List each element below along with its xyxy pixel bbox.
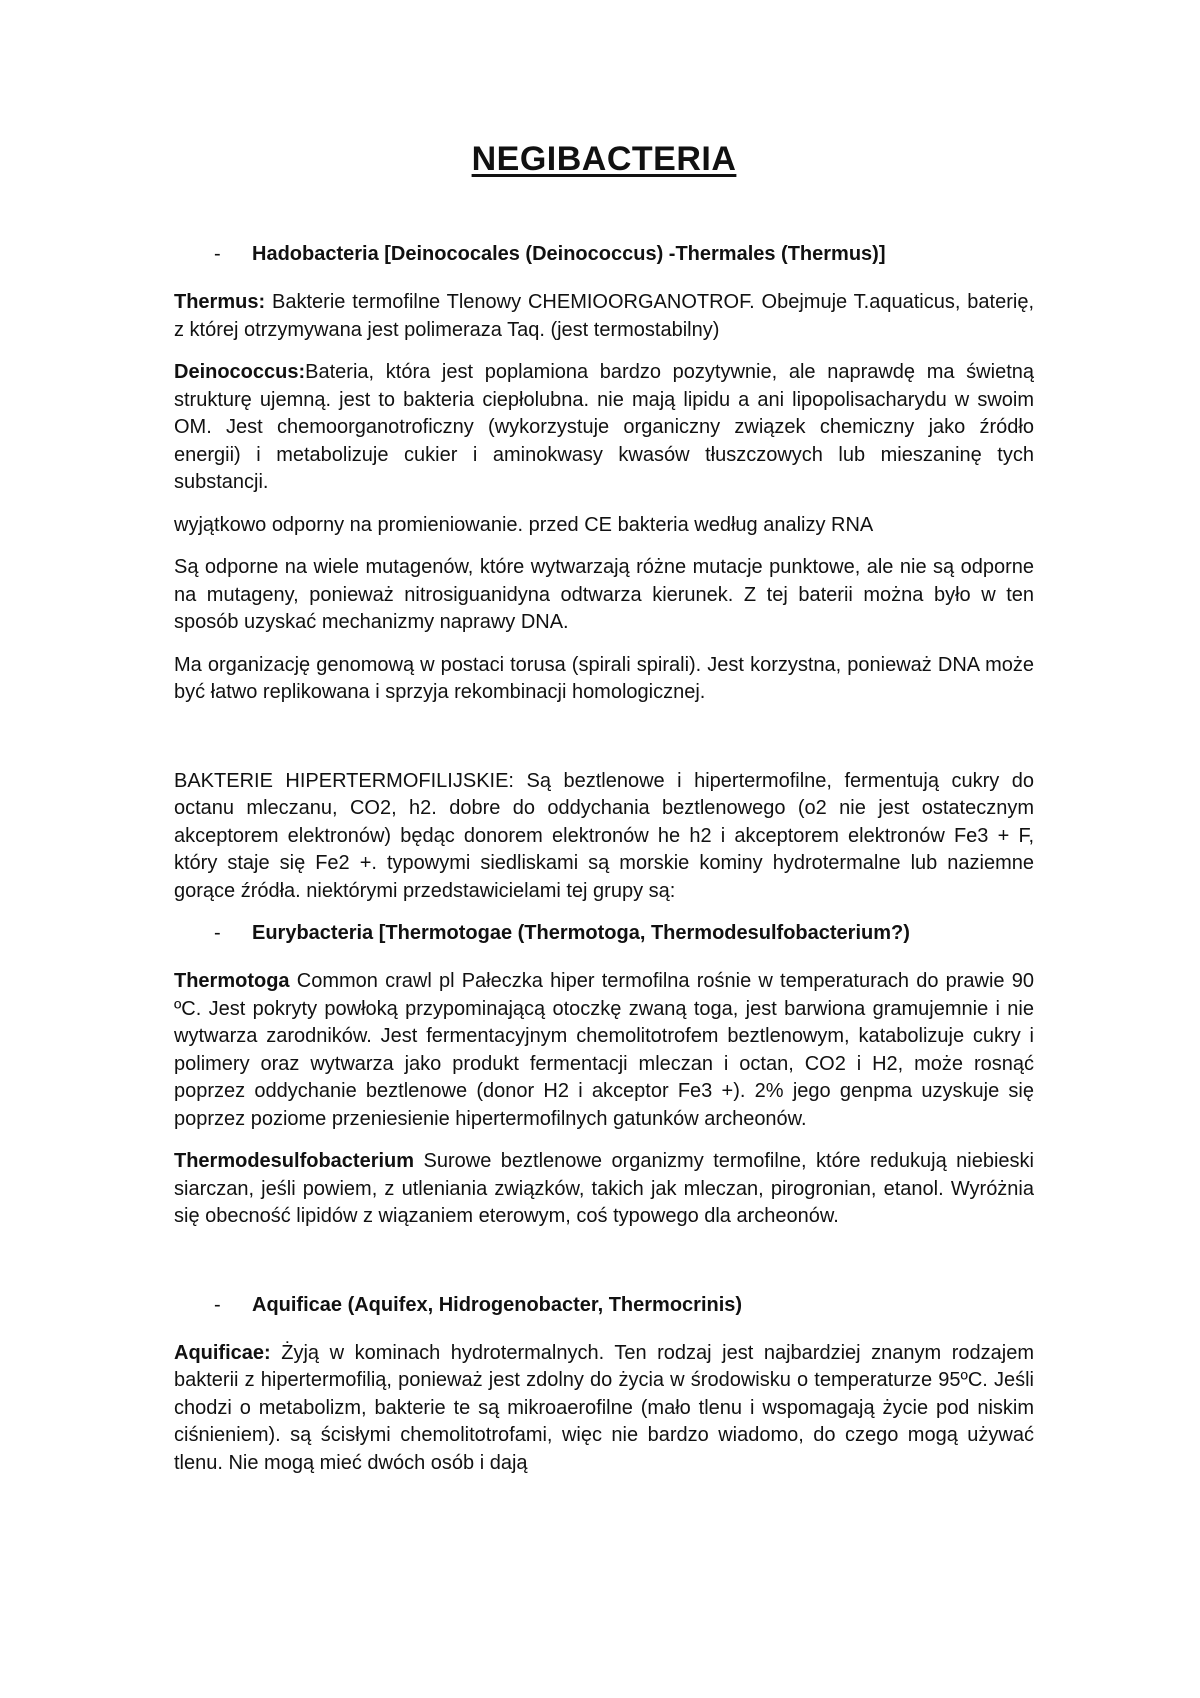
paragraph-text: Common crawl pl Pałeczka hiper termofilna rośnie w temperaturach do prawie 90 ºC. Jest pokryty powłoką przypominającą otoczkę zwaną toga, jest barwiona gramujemnie i nie wytwarza zarodników. Jest fermentacyjnym chemolitotrofem beztlenowym, katabolizuje cukry i polimery oraz wytwarza jako produkt fermentacji mleczan i octan, CO2 i H2, może rosnąć poprzez oddychanie beztlenowe (donor H2 i akceptor Fe3 +). 2% jego genpma uzyskuje się poprzez poziome przeniesienie hipertermofilnych gatunków archeonów. bbox=[174, 970, 1034, 1130]
bullet-dash: - bbox=[214, 1293, 221, 1316]
paragraph-genome-organization bbox=[174, 652, 1034, 707]
paragraph-thermus bbox=[174, 289, 1034, 344]
paragraph-mutagens bbox=[174, 554, 1034, 637]
document-title: NEGIBACTERIA bbox=[471, 140, 737, 178]
paragraph-text: BAKTERIE HIPERTERMOFILIJSKIE: Są beztlenowe i hipertermofilne, fermentują cukry do octanu mleczanu, CO2, h2. dobre do oddychania beztlenowego (o2 nie jest ostatecznym akceptorem elektronów) będąc donorem elektronów he h2 i akceptorem elektronów Fe3 + F, który staje się Fe2 +. typowymi siedliskami są morskie kominy hydrotermalne lub naziemne gorące źródła. niektórymi przedstawicielami tej grupy są: bbox=[174, 769, 1034, 902]
paragraph-text: wyjątkowo odporny na promieniowanie. przed CE bakteria według analizy RNA bbox=[174, 513, 874, 536]
paragraph-aquificae bbox=[174, 1340, 1034, 1478]
section-heading-eurybacteria bbox=[174, 920, 1034, 946]
term-label: Thermodesulfobacterium bbox=[174, 1150, 415, 1172]
paragraph-text: Żyją w kominach hydrotermalnych. Ten rodzaj jest najbardziej znanym rodzajem bakterii z hipertermofilią, ponieważ jest zdolny do życia w środowisku o temperaturze 95ºC. Jeśli chodzi o metabolizm, bakterie te są mikroaerofilne (mało tlenu i wspomagają życie pod niskim ciśnieniem). są ścisłymi chemolitotrofami, więc nie bardzo wiadomo, do czego mogą używać tlenu. Nie mogą mieć dwóch osób i dają bbox=[174, 1341, 1034, 1474]
spacer bbox=[174, 1246, 1034, 1292]
section-heading-text: Aquificae (Aquifex, Hidrogenobacter, Thermocrinis) bbox=[252, 1293, 743, 1316]
paragraph-deinococcus bbox=[174, 359, 1034, 497]
term-label: Aquificae: bbox=[174, 1341, 271, 1364]
paragraph-text: Surowe beztlenowe organizmy termofilne, które redukują niebieski siarczan, jeśli powiem, z utleniania związków, takich jak mleczan, pirogronian, etanol. Wyróżnia się obecność lipidów z wiązaniem eterowym, coś typowego dla archeonów. bbox=[174, 1150, 1034, 1227]
section-heading-aquificae bbox=[174, 1292, 1034, 1318]
paragraph-text: Są odporne na wiele mutagenów, które wytwarzają różne mutacje punktowe, ale nie są odporne na mutageny, ponieważ nitrosiguanidyna odtwarza kierunek. Z tej baterii można było w ten sposób uzyskać mechanizmy naprawy DNA. bbox=[174, 556, 1034, 633]
paragraph-thermodesulfobacterium bbox=[174, 1148, 1034, 1231]
paragraph-text: Bakterie termofilne Tlenowy CHEMIOORGANOTROF. Obejmuje T.aquaticus, baterię, z której otrzymywana jest polimeraza Taq. (jest termostabilny) bbox=[174, 291, 1034, 341]
bullet-dash: - bbox=[214, 243, 221, 265]
term-label: Thermus: bbox=[174, 291, 266, 313]
paragraph-text: Ma organizację genomową w postaci torusa (spirali spirali). Jest korzystna, ponieważ DNA może być łatwo replikowana i sprzyja rekombinacji homologicznej. bbox=[174, 653, 1034, 703]
section-heading-text: Hadobacteria [Deinococales (Deinococcus) -Thermales (Thermus)] bbox=[252, 243, 886, 265]
paragraph-text: Bateria, która jest poplamiona bardzo pozytywnie, ale naprawdę ma świetną strukturę ujemną. jest to bakteria ciepłolubna. nie mają lipidu a ani lipopolisacharydu w swoim OM. Jest chemoorganotroficzny (wykorzystuje organiczny związek chemiczny jako źródło energii) i metabolizuje cukier i aminokwasy kwasów tłuszczowych lub mieszaninę tych substancji. bbox=[174, 361, 1034, 493]
paragraph-radiation-resistance bbox=[174, 512, 1034, 540]
paragraph-thermotoga bbox=[174, 968, 1034, 1133]
document-page bbox=[174, 140, 1034, 1492]
section-heading-text: Eurybacteria [Thermotogae (Thermotoga, Thermodesulfobacterium?) bbox=[252, 922, 910, 944]
paragraph-hyperthermophilic-intro bbox=[174, 768, 1034, 906]
bullet-dash: - bbox=[214, 922, 221, 944]
term-label: Thermotoga bbox=[174, 970, 290, 992]
section-heading-hadobacteria bbox=[174, 241, 1034, 267]
term-label: Deinococcus: bbox=[174, 361, 306, 383]
spacer bbox=[174, 722, 1034, 768]
